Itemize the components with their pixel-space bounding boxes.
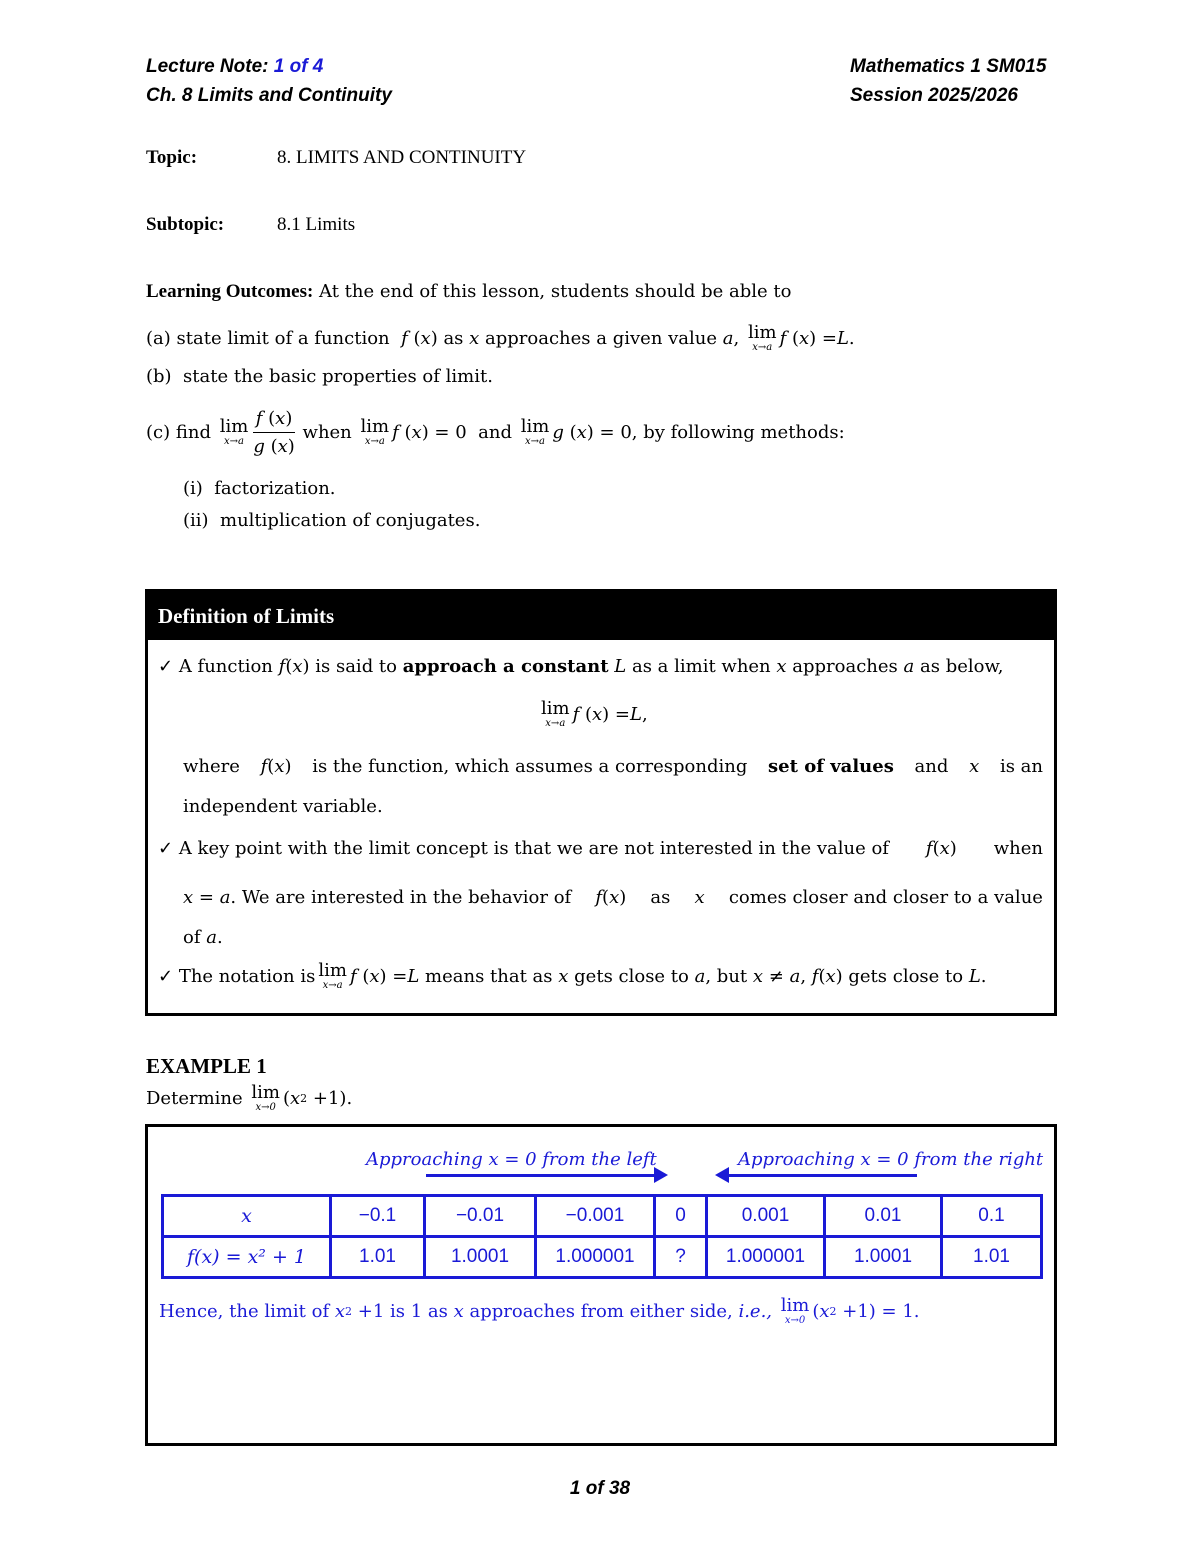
outcome-c-prefix: (c) [146,421,171,443]
chapter-title: Ch. 8 Limits and Continuity [146,85,392,106]
approach-right-text: Approaching [738,1149,855,1170]
method-ii-text: multiplication of conjugates. [220,510,481,531]
def-p4-a: The notation is [178,966,316,987]
def-p1-e: as below, [920,656,1004,677]
def-p1-b: is said to [315,656,398,677]
page-number: 1 of 38 [569,1478,631,1499]
def-p1-d: approaches [792,656,898,677]
approach-right-text2: from the right [914,1149,1044,1170]
table-cell: ? [655,1237,707,1278]
conclusion-ie: i.e., [738,1301,773,1322]
left-arrowhead-icon [715,1167,729,1183]
definition-point-2-end: of a. [183,927,223,948]
right-arrow-icon [426,1174,654,1177]
example-title: EXAMPLE 1 [146,1054,267,1078]
lecture-note-label [146,56,323,78]
learning-outcomes-intro [146,281,792,303]
definition-point-1-cont: where f(x) is the function, which assumes a corresponding set of values and x is an [183,756,1043,777]
outcome-b-prefix: (b) [146,366,172,387]
def-p2-c: and [914,756,949,777]
table-cell: 1.000001 [707,1237,825,1278]
outcome-c-find: find [175,421,211,443]
approach-right-label: Approaching x = 0 from the right [738,1149,1044,1170]
definition-point-1: ✓ A function f(x) is said to approach a constant L as a limit when x approaches a as below, [158,656,1004,677]
def-p3-a: A key point with the limit concept is that we are not interested in the value of [178,838,889,859]
outcome-b [146,366,493,387]
method-i-text: factorization. [214,478,336,499]
def-p2-a: where [183,756,240,777]
table-cell: −0.001 [536,1196,655,1237]
course-name: Mathematics 1 SM015 [850,56,1047,77]
outcome-a-text: state limit of a function [176,327,390,349]
def-p3-f: of [183,927,201,948]
method-i-prefix: (i) [183,478,203,499]
def-p4-c: gets close to [574,966,689,987]
subtopic-value: 8.1 Limits [277,214,356,235]
conclusion-a: Hence, the limit of [159,1301,330,1322]
example-conclusion: Hence, the limit of x 2 +1 is 1 as x approaches from either side, i.e., lim x→0 ( x 2 +1) = 1. [159,1295,920,1326]
definition-title: Definition of Limits [158,604,335,628]
def-p4-b: means that as [425,966,553,987]
outcome-a-prefix: (a) [146,327,171,349]
approach-left-text: Approaching [366,1149,483,1170]
example-prompt: Determine lim x→0 ( x 2 +1). [146,1082,353,1113]
def-p1-c: as a limit when [631,656,771,677]
conclusion-b: is 1 as [390,1301,448,1322]
table-cell: 0.001 [707,1196,825,1237]
table-row [163,1196,1042,1237]
definition-box [145,589,1057,1016]
outcome-c-methods: by following methods: [643,421,845,443]
values-table [161,1194,1043,1279]
def-p2-e: independent variable. [183,796,383,817]
outcome-a: (a) state limit of a function f ( x ) as x approaches a given value a , lim x→a f ( x ) = L . [146,321,855,353]
lecture-note-prefix: Lecture Note: [146,56,274,77]
table-header-fx: f(x) = x² + 1 [163,1237,331,1278]
example-box [145,1124,1057,1446]
def-p2-d: is an [999,756,1043,777]
outcome-a-approaches: approaches a given value [485,327,718,349]
def-p3-e: comes closer and closer to a value [728,887,1043,908]
definition-point-3: ✓ The notation is lim x→a f ( x ) = L means that as x gets close to a , but x ≠ a , f ( x ) gets close to L . [158,960,987,991]
method-ii [183,510,480,531]
outcome-c-when: when [302,421,352,443]
example-prompt-text: Determine [146,1088,243,1109]
table-cell: 1.0001 [825,1237,942,1278]
def-p3-d: as [650,887,671,908]
table-cell: 0.01 [825,1196,942,1237]
def-p3-b: when [993,838,1043,859]
def-p1-bold: approach a constant [402,656,609,677]
session-label: Session 2025/2026 [850,85,1018,106]
definition-header [148,592,1054,640]
checkmark-icon: ✓ [158,838,174,859]
table-cell: 0 [655,1196,707,1237]
learning-outcomes-label: Learning Outcomes: [146,281,314,302]
learning-outcomes-text: At the end of this lesson, students should be able to [313,281,792,302]
checkmark-icon: ✓ [158,966,174,987]
table-cell: 0.1 [942,1196,1042,1237]
table-cell: 1.0001 [425,1237,536,1278]
table-cell: 1.01 [942,1237,1042,1278]
def-p2-bold: set of values [768,756,894,777]
definition-point-2-cont: x = a. We are interested in the behavior of f(x) as x comes closer and closer to a value [183,887,1043,908]
table-cell: −0.1 [331,1196,425,1237]
table-row [163,1237,1042,1278]
def-p4-d: , but [705,966,748,987]
def-p4-e: gets close to [848,966,964,987]
topic-value: 8. LIMITS AND CONTINUITY [277,147,527,168]
def-p2-b: is the function, which assumes a corresponding [312,756,748,777]
right-arrowhead-icon [654,1167,668,1183]
approach-left-text2: from the left [542,1149,657,1170]
left-arrow-icon [729,1174,917,1177]
table-cell: 1.000001 [536,1237,655,1278]
definition-formula: lim x→a f ( x ) = L , [541,698,648,729]
subtopic-label: Subtopic: [146,214,225,235]
table-cell: 1.01 [331,1237,425,1278]
conclusion-c: approaches from either side, [469,1301,733,1322]
method-i [183,478,336,499]
outcome-c: (c) find lim x→a $\frac{f (x)}{g (x)}$ when lim x→a f ( x ) = 0 and lim x→a g ( x ) = 0, by following methods: [146,407,845,457]
approach-left-label: Approaching x = 0 from the left [366,1149,657,1170]
topic-label: Topic: [146,147,198,168]
outcome-c-and: and [478,421,512,443]
table-cell: −0.01 [425,1196,536,1237]
def-p3-c: . We are interested in the behavior of [230,887,572,908]
lecture-note-value: 1 of 4 [273,56,324,77]
outcome-b-text: state the basic properties of limit. [183,366,493,387]
method-ii-prefix: (ii) [183,510,209,531]
outcome-a-as: as [443,327,464,349]
definition-point-2: ✓ A key point with the limit concept is that we are not interested in the value of f(x) when [158,838,1043,859]
def-p1-a: A function [178,656,273,677]
table-header-x: x [163,1196,331,1237]
checkmark-icon: ✓ [158,656,174,677]
